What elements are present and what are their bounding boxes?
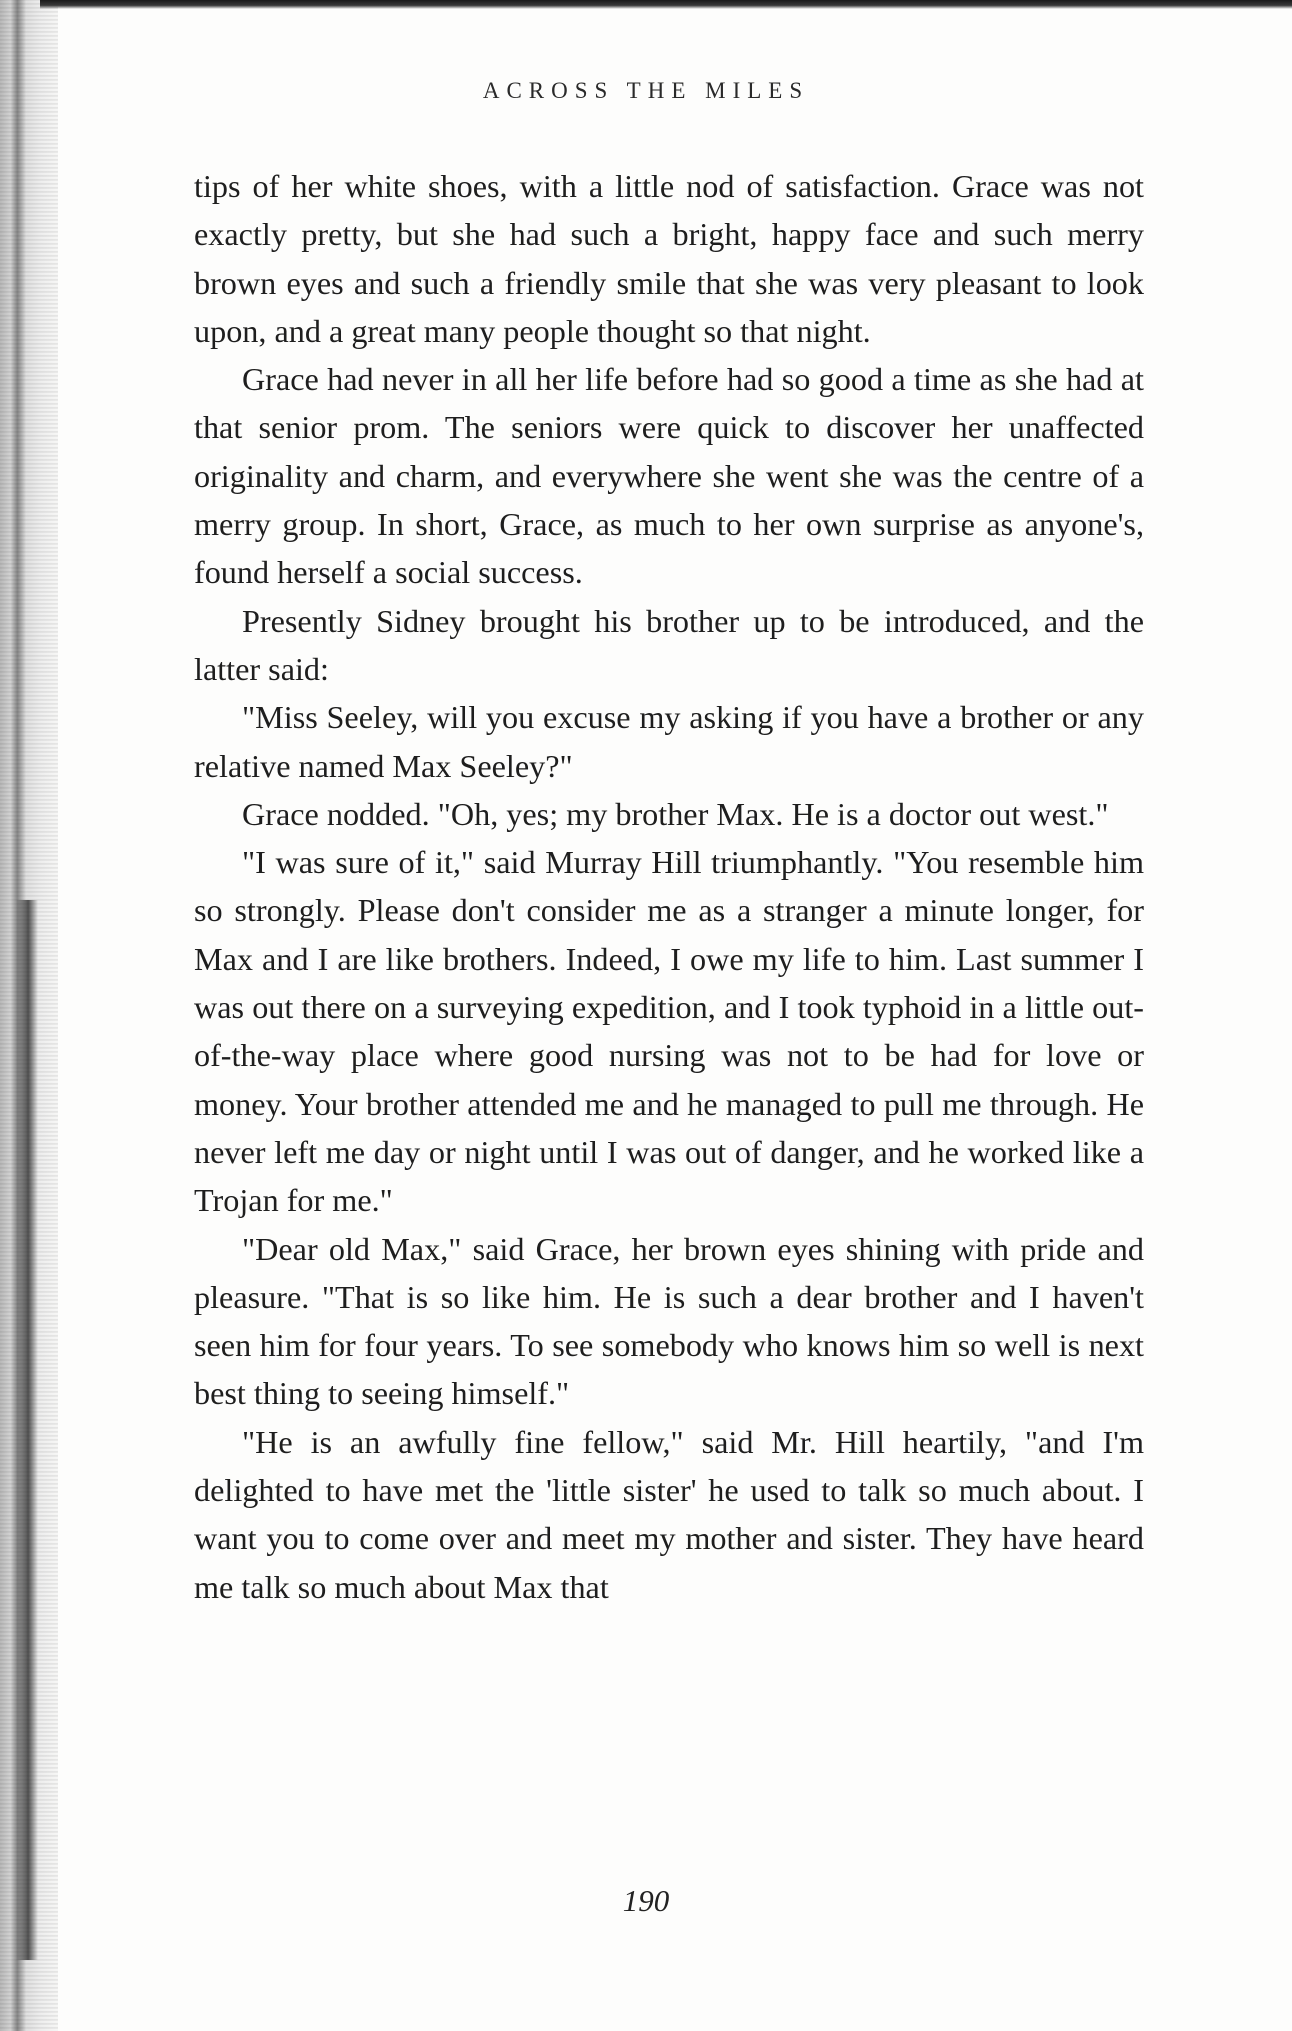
paragraph-8: "He is an awfully fine fellow," said Mr. Hill heartily, "and I'm delighted to have met the 'little sister' he used to talk so much about. I want you to come over and meet my mother and sister. They have heard me talk so much about Max that [194,1423,1144,1605]
scan-top-edge [40,0,1292,9]
paragraph-7: "Dear old Max," said Grace, her brown eyes shining with pride and pleasure. "That is so like him. He is such a dear brother and I haven't seen him for four years. To see somebody who knows him so well is next best thing to seeing himself." [194,1230,1144,1412]
paragraph-6: "I was sure of it," said Murray Hill triumphantly. "You resemble him so strongly. Please don't consider me as a stranger a minute longer, for Max and I are like brothers. Indeed, I owe my life to him. Last summer I was out there on a surveying expedition, and I took typhoid in a little out-of-the-way place where good nursing was not to be had for love or money. Your brother attended me and he managed to pull me through. He never left me day or night until I was out of danger, and he worked like a Trojan for me." [194,844,1144,1219]
binding-gutter-dark [16,900,38,1960]
page-number: 190 [622,1883,670,1918]
body-text [194,162,1144,1611]
paragraph-3: Presently Sidney brought his brother up to be introduced, and the latter said: [194,602,1144,687]
paragraph-2: Grace had never in all her life before had so good a time as she had at that senior prom. The seniors were quick to discover her unaffected originality and charm, and everywhere she went she was the centre of a merry group. In short, Grace, as much to her own surprise as anyone's, found herself a social success. [194,361,1144,591]
running-head: ACROSS THE MILES [482,78,810,103]
paragraph-5: Grace nodded. "Oh, yes; my brother Max. He is a doctor out west." [242,795,1109,832]
paragraph-1: tips of her white shoes, with a little nod of satisfaction. Grace was not exactly pretty, but she had such a bright, happy face and such merry brown eyes and such a friendly smile that she was very pleasant to look upon, and a great many people thought so that night. [194,168,1144,349]
paragraph-4: "Miss Seeley, will you excuse my asking if you have a brother or any relative named Max Seeley?" [194,699,1144,784]
